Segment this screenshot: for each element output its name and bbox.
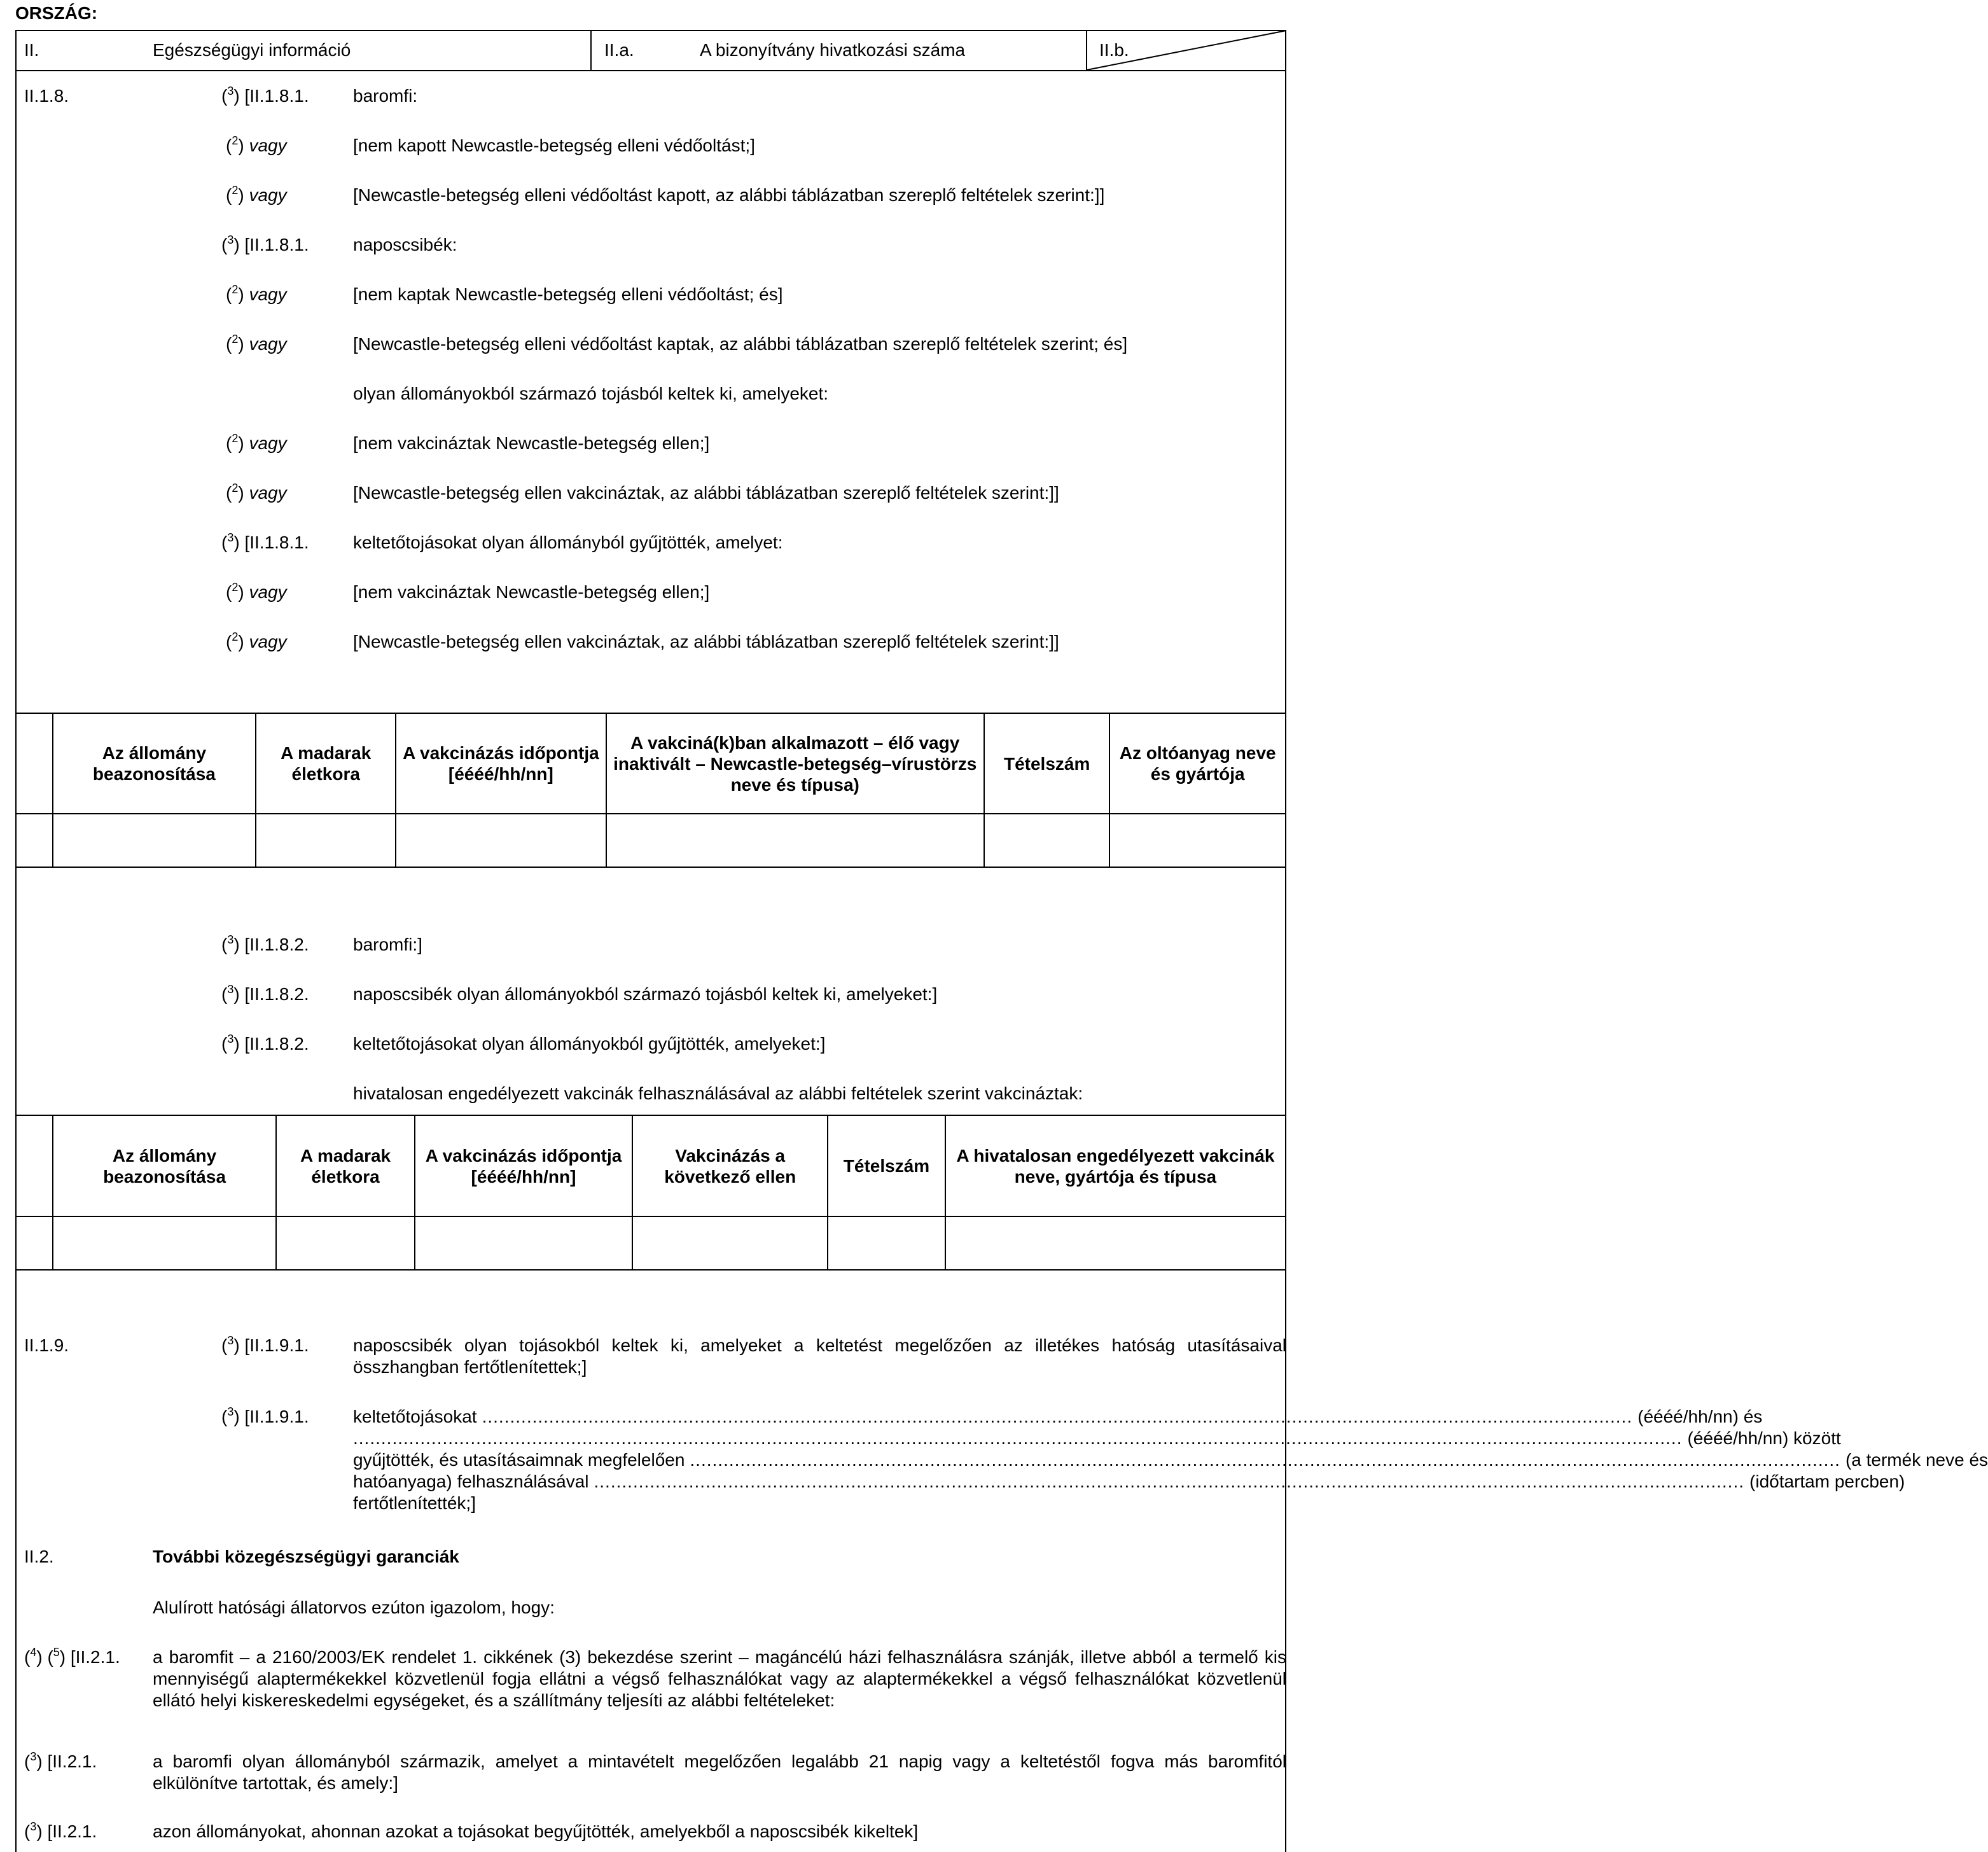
s119-p2-line4-text: hatóanyaga) felhasználásával bbox=[353, 1472, 589, 1491]
table1-header-cell: A madarak életkora bbox=[256, 713, 396, 814]
table1-empty-cell bbox=[396, 814, 606, 867]
row-prefix bbox=[221, 934, 309, 956]
footnote-ref: 3 bbox=[227, 933, 234, 946]
row-text: [Newcastle-betegség ellen vakcináztak, az alábbi táblázatban szereplő feltételek szerint:]] bbox=[353, 632, 1059, 651]
table2-empty-cell bbox=[53, 1216, 277, 1270]
header-divider-1 bbox=[590, 30, 592, 71]
header-bottom-rule bbox=[15, 70, 1286, 71]
vaccination-table-2 bbox=[15, 1115, 1286, 1271]
prefix-text: [II.1.8.1. bbox=[239, 533, 309, 552]
prefix-wrap: ($^2$) vagy bbox=[226, 630, 287, 651]
table2-header-cell: Vakcinázás a következő ellen bbox=[632, 1115, 828, 1216]
prefix-text: [II.1.8.2. bbox=[239, 1034, 309, 1054]
row-text: [Newcastle-betegség ellen vakcináztak, az alábbi táblázatban szereplő feltételek szerint:]] bbox=[353, 483, 1059, 503]
s119-p2-line3-suffix: (a termék neve és bbox=[1845, 1450, 1988, 1470]
dot-leader: .............................................................................................................................................................................................................. bbox=[594, 1472, 1745, 1491]
prefix-wrap: ($^3$) [II.1.8.2. bbox=[221, 933, 309, 954]
s118-number: II.1.8. bbox=[24, 86, 69, 106]
footnote-ref: 2 bbox=[232, 630, 239, 643]
row-prefix bbox=[226, 581, 287, 603]
row-text: [nem kaptak Newcastle-betegség elleni védőoltást; és] bbox=[353, 284, 783, 304]
footnote-ref: 2 bbox=[232, 134, 239, 147]
prefix-text: vagy bbox=[244, 582, 287, 602]
row-prefix bbox=[221, 85, 309, 107]
table1-empty-cell bbox=[606, 814, 984, 867]
s12-p2-prefix: ($^3$) [II.2.1. bbox=[24, 1750, 97, 1771]
footnote-ref: 3 bbox=[227, 233, 234, 246]
s12-p1-text: a baromfit – a 2160/2003/EK rendelet 1. cikkének (3) bekezdése szerint – magáncélú házi felhasználásra szánják, illetve abból a termelő kis mennyiségű alaptermékekkel közvetlenül fogja ellátni a végső felhasználókat vagy az alaptermékekkel a végső felhasználókat közvetlenül ellátó helyi kiskereskedelmi egységeket, és a szállítmány teljesíti az alábbi feltételeket: bbox=[153, 1647, 1286, 1710]
s119-p2-line5: fertőtlenítették;] bbox=[353, 1493, 476, 1513]
prefix-text: vagy bbox=[244, 185, 287, 205]
table2-empty-cell bbox=[415, 1216, 633, 1270]
reference-b-label: II.b. bbox=[1099, 40, 1129, 60]
s119-p2-line3 bbox=[353, 1449, 1988, 1471]
row-text: naposcsibék olyan állományokból származó tojásból keltek ki, amelyeket:] bbox=[353, 984, 938, 1004]
row-text: keltetőtojásokat olyan állományokból gyűjtötték, amelyeket:] bbox=[353, 1034, 826, 1054]
s119-p1-prefix: ($^3$) [II.1.9.1. bbox=[221, 1334, 309, 1355]
s119-p2-prefix: ($^3$) [II.1.9.1. bbox=[221, 1405, 309, 1426]
footnote-ref: 2 bbox=[232, 581, 239, 594]
row-text: hivatalosan engedélyezett vakcinák felhasználásával az alábbi feltételek szerint vakcináztak: bbox=[353, 1083, 1083, 1103]
prefix-text: vagy bbox=[244, 284, 287, 304]
table1-blank-header bbox=[16, 713, 53, 814]
reference-title: A bizonyítvány hivatkozási száma bbox=[700, 40, 966, 60]
prefix-wrap: ($^2$) vagy bbox=[226, 283, 287, 304]
dot-leader: .............................................................................................................................................................................................................. bbox=[690, 1450, 1840, 1470]
s12-intro: Alulírott hatósági állatorvos ezúton igazolom, hogy: bbox=[153, 1598, 555, 1617]
country-label: ORSZÁG: bbox=[15, 3, 98, 23]
table2-header-cell: A hivatalosan engedélyezett vakcinák neve, gyártója és típusa bbox=[945, 1115, 1286, 1216]
footnote-ref: 2 bbox=[232, 333, 239, 345]
prefix-wrap: ($^2$) vagy bbox=[226, 581, 287, 602]
table2-header-cell: Az állomány beazonosítása bbox=[53, 1115, 277, 1216]
table2-empty-cell bbox=[828, 1216, 945, 1270]
table2-blank-header bbox=[16, 1115, 53, 1216]
row-text: olyan állományokból származó tojásból keltek ki, amelyeket: bbox=[353, 384, 829, 403]
row-prefix bbox=[226, 631, 287, 653]
row-text: keltetőtojásokat olyan állományból gyűjtötték, amelyet: bbox=[353, 533, 783, 552]
s119-p2-line2 bbox=[353, 1428, 1841, 1449]
prefix-wrap: ($^2$) vagy bbox=[226, 134, 287, 155]
s119-p2-line4 bbox=[353, 1471, 1905, 1493]
row-text: [nem vakcináztak Newcastle-betegség ellen;] bbox=[353, 582, 710, 602]
prefix-wrap: ($^3$) [II.1.8.1. bbox=[221, 233, 309, 254]
table2-empty-cell bbox=[945, 1216, 1286, 1270]
row-text: baromfi:] bbox=[353, 935, 422, 954]
row-prefix bbox=[226, 333, 287, 355]
prefix-text: [II.1.8.2. bbox=[239, 984, 309, 1004]
row-prefix bbox=[221, 1033, 309, 1055]
section-number: II. bbox=[24, 40, 39, 60]
dot-leader: .............................................................................................................................................................................................................. bbox=[482, 1407, 1633, 1426]
prefix-text: vagy bbox=[244, 433, 287, 453]
s119-p1-text: naposcsibék olyan tojásokból keltek ki, amelyeket a keltetést megelőzően az illetékes hatóság utasításaival összhangban fertőtlenítettek;] bbox=[353, 1335, 1286, 1377]
prefix-text: [II.1.8.1. bbox=[239, 86, 309, 106]
footnote-ref: 3 bbox=[227, 85, 234, 97]
row-text: [Newcastle-betegség elleni védőoltást kaptak, az alábbi táblázatban szereplő feltételek szerint; és] bbox=[353, 334, 1128, 354]
prefix-text: [II.1.8.2. bbox=[239, 935, 309, 954]
row-prefix bbox=[221, 532, 309, 554]
vaccination-table-1 bbox=[15, 713, 1286, 868]
table2-empty-cell bbox=[276, 1216, 414, 1270]
table1-empty-cell bbox=[256, 814, 396, 867]
prefix-wrap: ($^3$) [II.1.8.1. bbox=[221, 85, 309, 106]
row-prefix bbox=[226, 135, 287, 157]
prefix-text: vagy bbox=[244, 483, 287, 503]
row-text: [nem kapott Newcastle-betegség elleni védőoltást;] bbox=[353, 136, 755, 155]
s12-p2-text: a baromfi olyan állományból származik, amelyet a mintavételt megelőzően legalább 21 napig vagy a keltetéstől fogva más baromfitól elkülönítve tartottak, és amely:] bbox=[153, 1751, 1286, 1793]
prefix-wrap: ($^2$) vagy bbox=[226, 184, 287, 205]
footnote-ref: 3 bbox=[227, 983, 234, 996]
s12-number: II.2. bbox=[24, 1547, 54, 1566]
footnote-ref: 2 bbox=[232, 283, 239, 296]
prefix-text: vagy bbox=[244, 632, 287, 651]
s119-p2-line4-suffix: (időtartam percben) bbox=[1749, 1472, 1905, 1491]
prefix-wrap: ($^2$) vagy bbox=[226, 482, 287, 503]
table1-empty-cell bbox=[16, 814, 53, 867]
prefix-wrap: ($^2$) vagy bbox=[226, 333, 287, 354]
prefix-wrap: ($^3$) [II.1.8.2. bbox=[221, 1033, 309, 1054]
table1-header-cell: Az állomány beazonosítása bbox=[53, 713, 256, 814]
row-prefix bbox=[221, 984, 309, 1005]
table1-header-cell: Tételszám bbox=[984, 713, 1109, 814]
s12-p3-text: azon állományokat, ahonnan azokat a tojásokat begyűjtötték, amelyekből a naposcsibék kikeltek] bbox=[153, 1821, 919, 1841]
table2-header-cell: A madarak életkora bbox=[276, 1115, 414, 1216]
table2-empty-cell bbox=[632, 1216, 828, 1270]
row-text: naposcsibék: bbox=[353, 235, 457, 254]
s119-p2-line1-suffix: (éééé/hh/nn) és bbox=[1637, 1407, 1763, 1426]
prefix-text: vagy bbox=[244, 136, 287, 155]
dot-leader: .............................................................................................................................................................................................................................................. bbox=[353, 1428, 1683, 1448]
s119-number: II.1.9. bbox=[24, 1335, 69, 1355]
footnote-ref: 2 bbox=[232, 482, 239, 494]
table2-header-cell: Tételszám bbox=[828, 1115, 945, 1216]
row-prefix bbox=[226, 433, 287, 454]
s119-p2-line3-text: gyűjtötték, és utasításaimnak megfelelően bbox=[353, 1450, 685, 1470]
row-text: baromfi: bbox=[353, 86, 418, 106]
prefix-wrap: ($^3$) [II.1.8.1. bbox=[221, 531, 309, 552]
prefix-wrap: ($^2$) vagy bbox=[226, 432, 287, 453]
s12-p3-prefix: ($^3$) [II.2.1. bbox=[24, 1820, 97, 1841]
footnote-ref: 2 bbox=[232, 184, 239, 197]
table1-empty-cell bbox=[1109, 814, 1286, 867]
row-text: [Newcastle-betegség elleni védőoltást kapott, az alábbi táblázatban szereplő feltételek szerint:]] bbox=[353, 185, 1105, 205]
prefix-wrap: ($^3$) [II.1.8.2. bbox=[221, 983, 309, 1004]
section-title: Egészségügyi információ bbox=[153, 40, 351, 60]
table1-header-cell: A vakcinázás időpontja [éééé/hh/nn] bbox=[396, 713, 606, 814]
table1-header-cell: Az oltóanyag neve és gyártója bbox=[1109, 713, 1286, 814]
s12-p1-prefix: ($^4$) ($^5$) [II.2.1. bbox=[24, 1646, 120, 1667]
table2-header-cell: A vakcinázás időpontja [éééé/hh/nn] bbox=[415, 1115, 633, 1216]
row-prefix bbox=[226, 185, 287, 206]
row-prefix bbox=[226, 284, 287, 305]
row-prefix bbox=[221, 234, 309, 256]
table1-header-cell: A vakciná(k)ban alkalmazott – élő vagy inaktivált – Newcastle-betegség–vírustörzs neve és típusa) bbox=[606, 713, 984, 814]
table2-empty-cell bbox=[16, 1216, 53, 1270]
footnote-ref: 3 bbox=[227, 1033, 234, 1045]
s119-p2-line2-suffix: (éééé/hh/nn) között bbox=[1687, 1428, 1841, 1448]
footnote-ref: 2 bbox=[232, 432, 239, 445]
prefix-text: vagy bbox=[244, 334, 287, 354]
reference-number-label: II.a. bbox=[604, 40, 634, 60]
row-prefix bbox=[226, 482, 287, 504]
s12-title: További közegészségügyi garanciák bbox=[153, 1547, 459, 1566]
row-text: [nem vakcináztak Newcastle-betegség ellen;] bbox=[353, 433, 710, 453]
table1-empty-cell bbox=[53, 814, 256, 867]
s119-p2-line1 bbox=[353, 1406, 1763, 1428]
table1-empty-cell bbox=[984, 814, 1109, 867]
s119-p2-line1-text: keltetőtojásokat bbox=[353, 1407, 477, 1426]
footnote-ref: 3 bbox=[227, 531, 234, 544]
prefix-text: [II.1.8.1. bbox=[239, 235, 309, 254]
